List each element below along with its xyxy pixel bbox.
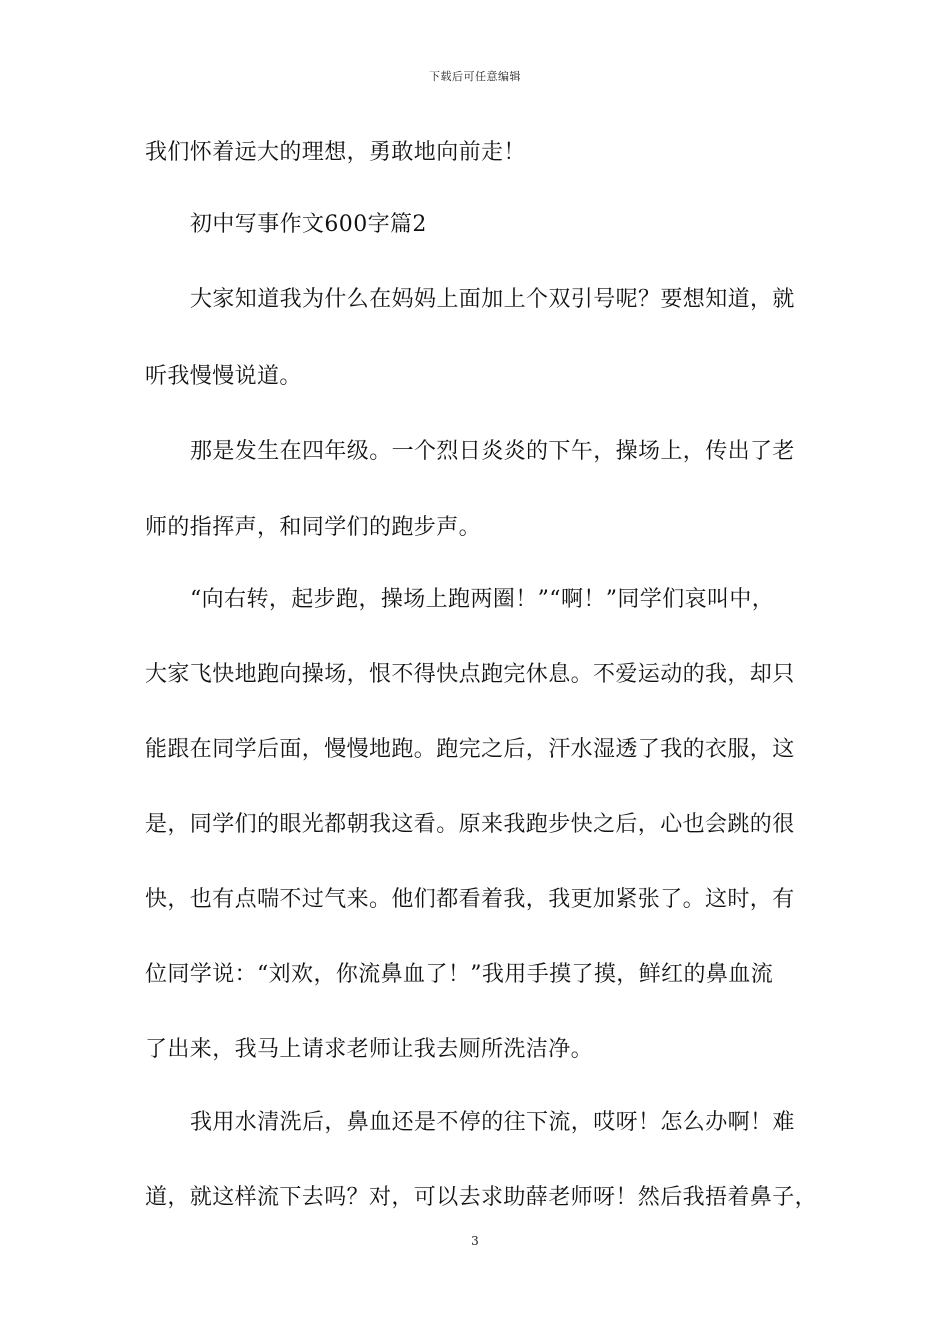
text-line: 师的指挥声，和同学们的跑步声。 <box>145 515 482 540</box>
text-line: 听我慢慢说道。 <box>145 364 302 389</box>
text-line: 了出来，我马上请求老师让我去厕所洗洁净。 <box>145 1037 594 1062</box>
text-line: 快，也有点喘不过气来。他们都看着我，我更加紧张了。这时，有 <box>145 887 795 912</box>
text-line: 我用水清洗后，鼻血还是不停的往下流，哎呀！怎么办啊！难 <box>190 1110 795 1135</box>
text-line: “向右转，起步跑，操场上跑两圈！”“啊！”同学们哀叫中， <box>190 587 775 612</box>
text-line: 能跟在同学后面，慢慢地跑。跑完之后，汗水湿透了我的衣服，这 <box>145 737 795 762</box>
text-line: 是，同学们的眼光都朝我这看。原来我跑步快之后，心也会跳的很 <box>145 812 795 837</box>
text-line: 道，就这样流下去吗？对，可以去求助薛老师呀！然后我捂着鼻子， <box>145 1185 818 1210</box>
text-line: 我们怀着远大的理想，勇敢地向前走！ <box>145 140 526 165</box>
section-title: 初中写事作文600字篇2 <box>190 212 427 237</box>
text-line: 位同学说：“刘欢，你流鼻血了！”我用手摸了摸，鲜红的鼻血流 <box>145 962 774 987</box>
header-note: 下载后可任意编辑 <box>429 70 521 83</box>
page-number: 3 <box>471 1234 479 1248</box>
text-line: 那是发生在四年级。一个烈日炎炎的下午，操场上，传出了老 <box>190 439 795 464</box>
text-line: 大家知道我为什么在妈妈上面加上个双引号呢？要想知道，就 <box>190 287 795 312</box>
text-line: 大家飞快地跑向操场，恨不得快点跑完休息。不爱运动的我，却只 <box>145 662 795 687</box>
